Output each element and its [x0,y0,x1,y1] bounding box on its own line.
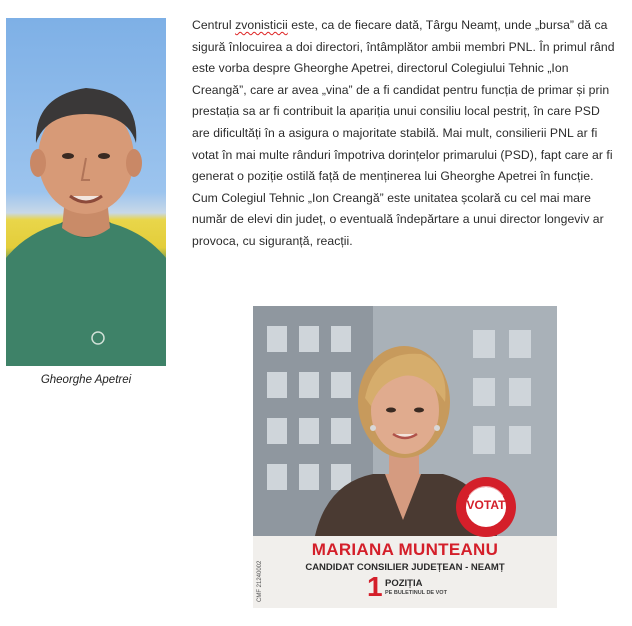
photo-caption: Gheorghe Apetrei [40,374,132,386]
candidate-role: CANDIDAT CONSILIER JUDEȚEAN - NEAMȚ [305,562,505,573]
misspelled-word[interactable]: zvonisticii [235,18,288,32]
portrait-illustration [6,18,166,366]
ballot-position-number: 1 [367,571,383,602]
badge-word: VOTAT [466,498,506,512]
article-paragraph [192,15,620,253]
article-text-start: Centrul [192,18,236,32]
candidate-name: MARIANA MUNTEANU [311,540,499,559]
ballot-position-subtitle: PE BULETINUL DE VOT [385,590,447,596]
cmf-code: CMF 21240002 [257,560,263,602]
campaign-poster [253,306,557,608]
ballot-position-label: POZIȚIA [385,578,423,589]
article-text-rest: este, ca de fiecare dată, Târgu Neamț, unde „bursa” dă ca sigură înlocuirea a doi directori, întâmplător ambii membri PNL. În primul rând este vorba despre Gheorghe Apetrei, directorul Colegiului Tehnic „Ion Creangă”, care ar avea „vina” de a fi candidat pentru funcția de primar și prin prestația sa ar fi contribuit la apariția unui consiliu local pestriț, în care PSD are dificultăți în a asigura o majoritate stabilă. Mai mult, consilierii PNL ar fi votat în mai multe rânduri împotriva dorințelor primarului (PSD), fapt care ar fi generat o poziție ostilă față de menținerea lui Gheorghe Apetrei în funcție. Cum Colegiul Tehnic „Ion Creangă” este unitatea școlară cu cel mai mare număr de elevi din județ, o eventuală îndepărtare a unui director longeviv ar provoca, cu siguranță, reacții. [192,18,615,248]
portrait-photo-gheorghe-apetrei [6,18,166,366]
